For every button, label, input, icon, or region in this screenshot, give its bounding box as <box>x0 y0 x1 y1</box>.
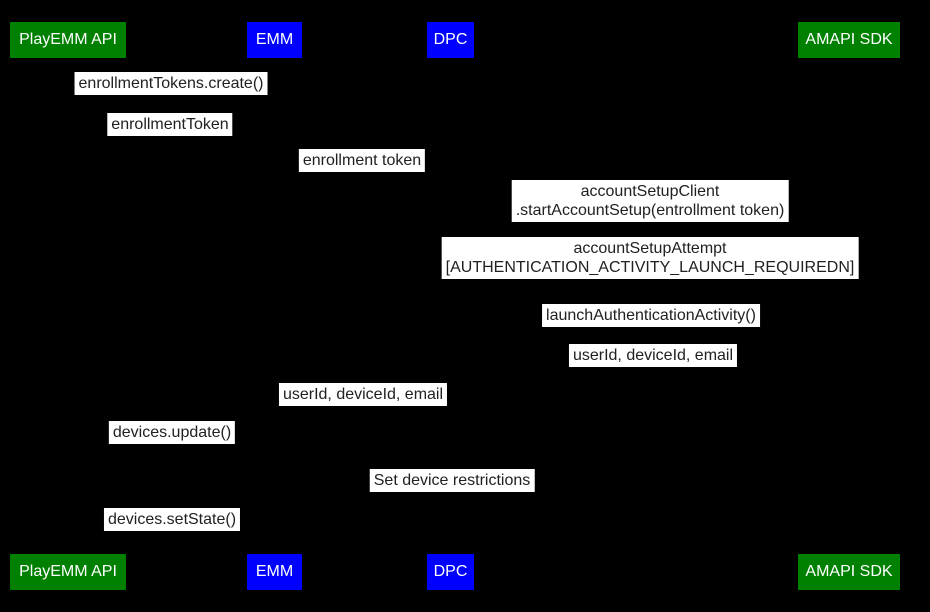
participant-emm-bottom <box>247 554 302 590</box>
message-enrollment-token-return: enrollmentToken <box>107 113 232 136</box>
message-line: accountSetupClient <box>580 183 720 200</box>
participant-label: EMM <box>255 31 294 48</box>
message-launch-authentication-activity: launchAuthenticationActivity() <box>542 304 760 327</box>
message-account-setup-attempt <box>442 237 859 279</box>
message-devices-set-state: devices.setState() <box>104 508 240 531</box>
participant-dpc-top <box>427 22 474 58</box>
participant-label: DPC <box>433 31 468 48</box>
participant-label: PlayEMM API <box>19 31 117 48</box>
message-userid-deviceid-email-1: userId, deviceId, email <box>569 344 737 367</box>
participant-playemm-api-bottom <box>10 554 126 590</box>
participant-amapi-sdk-top <box>798 22 900 58</box>
message-devices-update: devices.update() <box>109 421 235 444</box>
participant-label: EMM <box>255 563 294 580</box>
participant-label: PlayEMM API <box>19 563 117 580</box>
participant-label: AMAPI SDK <box>805 31 893 48</box>
message-enrollment-token: enrollment token <box>299 149 425 172</box>
message-userid-deviceid-email-2: userId, deviceId, email <box>279 383 447 406</box>
participant-emm-top <box>247 22 302 58</box>
participant-dpc-bottom <box>427 554 474 590</box>
message-line: .startAccountSetup(entrollment token) <box>515 202 785 219</box>
participant-label: AMAPI SDK <box>805 563 893 580</box>
message-start-account-setup <box>512 180 789 222</box>
message-line: accountSetupAttempt <box>573 240 727 257</box>
participant-playemm-api-top <box>10 22 126 58</box>
participant-label: DPC <box>433 563 468 580</box>
message-line: [AUTHENTICATION_ACTIVITY_LAUNCH_REQUIREDN] <box>445 259 855 276</box>
participant-amapi-sdk-bottom <box>798 554 900 590</box>
message-set-device-restrictions: Set device restrictions <box>370 469 535 492</box>
message-enrollment-tokens-create: enrollmentTokens.create() <box>75 72 268 95</box>
